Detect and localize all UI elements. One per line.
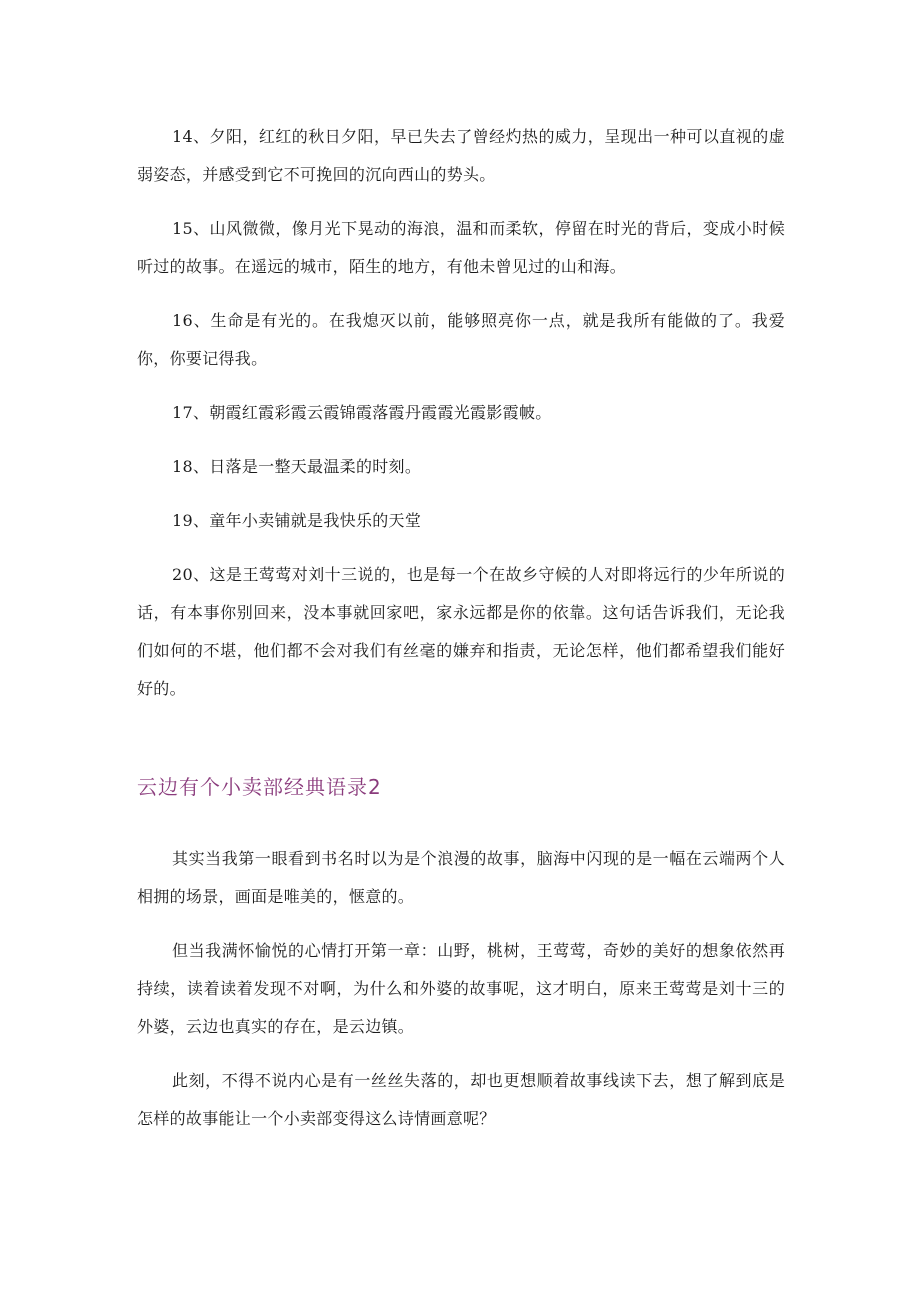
quote-20: 20、这是王莺莺对刘十三说的，也是每一个在故乡守候的人对即将远行的少年所说的话，有本事你别回来，没本事就回家吧，家永远都是你的依靠。这句话告诉我们，无论我们如何的不堪，他们都不会对我们有丝毫的嫌弃和指责，无论怎样，他们都希望我们能好好的。: [137, 565, 785, 698]
quote-16: 16、生命是有光的。在我熄灭以前，能够照亮你一点，就是我所有能做的了。我爱你，你要记得我。: [137, 311, 785, 368]
review-section: [137, 840, 785, 1138]
quote-17: 17、朝霞红霞彩霞云霞锦霞落霞丹霞霞光霞影霞帔。: [172, 403, 552, 422]
quote-18: 18、日落是一整天最温柔的时刻。: [172, 457, 422, 476]
section-heading: 云边有个小卖部经典语录2: [137, 775, 382, 799]
review-paragraph-2: 但当我满怀愉悦的心情打开第一章：山野，桃树，王莺莺，奇妙的美好的想象依然再持续，读着读着发现不对啊，为什么和外婆的故事呢，这才明白，原来王莺莺是刘十三的外婆，云边也真实的存在，是云边镇。: [137, 941, 785, 1036]
quote-14: 14、夕阳，红红的秋日夕阳，早已失去了曾经灼热的威力，呈现出一种可以直视的虚弱姿态，并感受到它不可挽回的沉向西山的势头。: [137, 127, 785, 184]
review-paragraph-1: 其实当我第一眼看到书名时以为是个浪漫的故事，脑海中闪现的是一幅在云端两个人相拥的场景，画面是唯美的，惬意的。: [137, 849, 785, 906]
review-paragraph-3: 此刻，不得不说内心是有一丝丝失落的，却也更想顺着故事线读下去，想了解到底是怎样的故事能让一个小卖部变得这么诗情画意呢？: [137, 1071, 785, 1128]
quote-19: 19、童年小卖铺就是我快乐的天堂: [172, 511, 422, 530]
quote-15: 15、山风微微，像月光下晃动的海浪，温和而柔软，停留在时光的背后，变成小时候听过的故事。在遥远的城市，陌生的地方，有他未曾见过的山和海。: [137, 219, 785, 276]
document-content: [137, 118, 785, 1138]
